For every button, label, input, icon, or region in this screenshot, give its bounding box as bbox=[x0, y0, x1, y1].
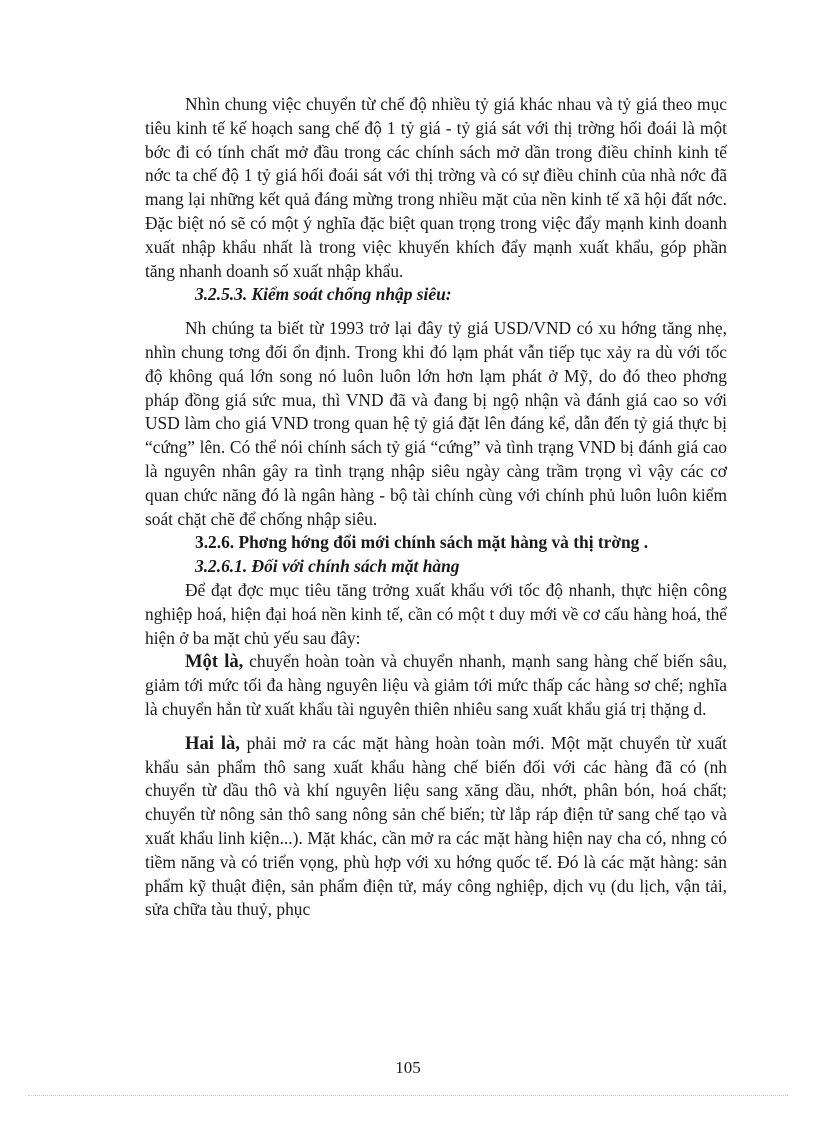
paragraph-import-control: Nh chúng ta biết từ 1993 trở lại đây tỷ giá USD/VND có xu hớng tăng nhẹ, nhìn chung tơng đối ổn định. Trong khi đó lạm phát vẫn tiếp tục xảy ra dù với tốc độ không quá lớn song nó luôn luôn lớn hơn lạm phát ở Mỹ, do đó theo phơng pháp đồng giá sức mua, thì VND đã và đang bị ngộ nhận và đánh giá cao so với USD làm cho giá VND trong quan hệ tỷ giá đặt lên đáng kể, dẫn đến tỷ giá thực bị “cứng” lên. Có thể nói chính sách tỷ giá “cứng” và tình trạng VND bị đánh giá cao là nguyên nhân gây ra tình trạng nhập siêu ngày càng trầm trọng vì vậy các cơ quan chức năng đó là ngân hàng - bộ tài chính cùng với chính phủ luôn luôn kiểm soát chặt chẽ để chống nhập siêu. bbox=[145, 318, 727, 529]
page-number: 105 bbox=[395, 1058, 421, 1077]
footer-divider bbox=[28, 1095, 788, 1096]
paragraph-first-point bbox=[145, 650, 727, 721]
paragraph-commodity-policy: Để đạt đợc mục tiêu tăng trởng xuất khẩu với tốc độ nhanh, thực hiện công nghiệp hoá, hiện đại hoá nền kinh tế, cần có một t duy mới về cơ cấu hàng hoá, thể hiện ở ba mặt chủ yếu sau đây: bbox=[145, 579, 727, 648]
paragraph-second-point bbox=[145, 732, 727, 922]
second-point-lead: Hai là, bbox=[185, 732, 240, 754]
page-body bbox=[145, 93, 727, 922]
heading-3-2-5-3: 3.2.5.3. Kiểm soát chống nhập siêu: bbox=[195, 284, 452, 305]
first-point-lead: Một là, bbox=[185, 651, 244, 673]
first-point-body: chuyển hoàn toàn và chuyển nhanh, mạnh sang hàng chế biến sâu, giảm tới mức tối đa hàng nguyên liệu và giảm tới mức thấp các hàng sơ chế; nghĩa là chuyển hẳn từ xuất khẩu tài nguyên thiên nhiêu sang xuất khẩu giá trị thặng d. bbox=[145, 651, 727, 719]
heading-3-2-6-1: 3.2.6.1. Đối với chính sách mặt hàng bbox=[195, 556, 460, 577]
paragraph-exchange-rate-summary: Nhìn chung việc chuyển từ chế độ nhiều tỷ giá khác nhau và tỷ giá theo mục tiêu kinh tế kế hoạch sang chế độ 1 tỷ giá - tỷ giá sát với thị trờng hối đoái là một bớc đi có tính chất mở đầu trong các chính sách mở dần trong điều chỉnh kinh tế nớc ta chế độ 1 tỷ giá hối đoái sát với thị trờng và có sự điều chỉnh của nhà nớc đã mang lại những kết quả đáng mừng trong nhiều mặt của nền kinh tế xã hội đất nớc. Đặc biệt nó sẽ có một ý nghĩa đặc biệt quan trọng trong việc đẩy mạnh kinh doanh xuất nhập khẩu nhất là trong việc khuyến khích đẩy mạnh xuất khẩu, góp phần tăng nhanh doanh số xuất nhập khẩu. bbox=[145, 94, 727, 281]
heading-3-2-6: 3.2.6. Phơng hớng đổi mới chính sách mặt hàng và thị trờng . bbox=[195, 532, 649, 553]
second-point-body: phải mở ra các mặt hàng hoàn toàn mới. Một mặt chuyển từ xuất khẩu sản phẩm thô sang xuất khẩu hàng chế biến đối với các hàng đã có (nh chuyển từ dầu thô và khí nguyên liệu sang xăng dầu, nhớt, phân bón, hoá chất; chuyển từ nông sản thô sang nông sản chế biến; từ lắp ráp điện tử sang chế tạo và xuất khẩu linh kiện...). Mặt khác, cần mở ra các mặt hàng hiện nay cha có, nhng có tiềm năng và có triển vọng, phù hợp với xu hớng quốc tế. Đó là các mặt hàng: sản phẩm kỹ thuật điện, sản phẩm điện tử, máy công nghiệp, dịch vụ (du lịch, vận tải, sửa chữa tàu thuỷ, phục bbox=[145, 732, 728, 920]
